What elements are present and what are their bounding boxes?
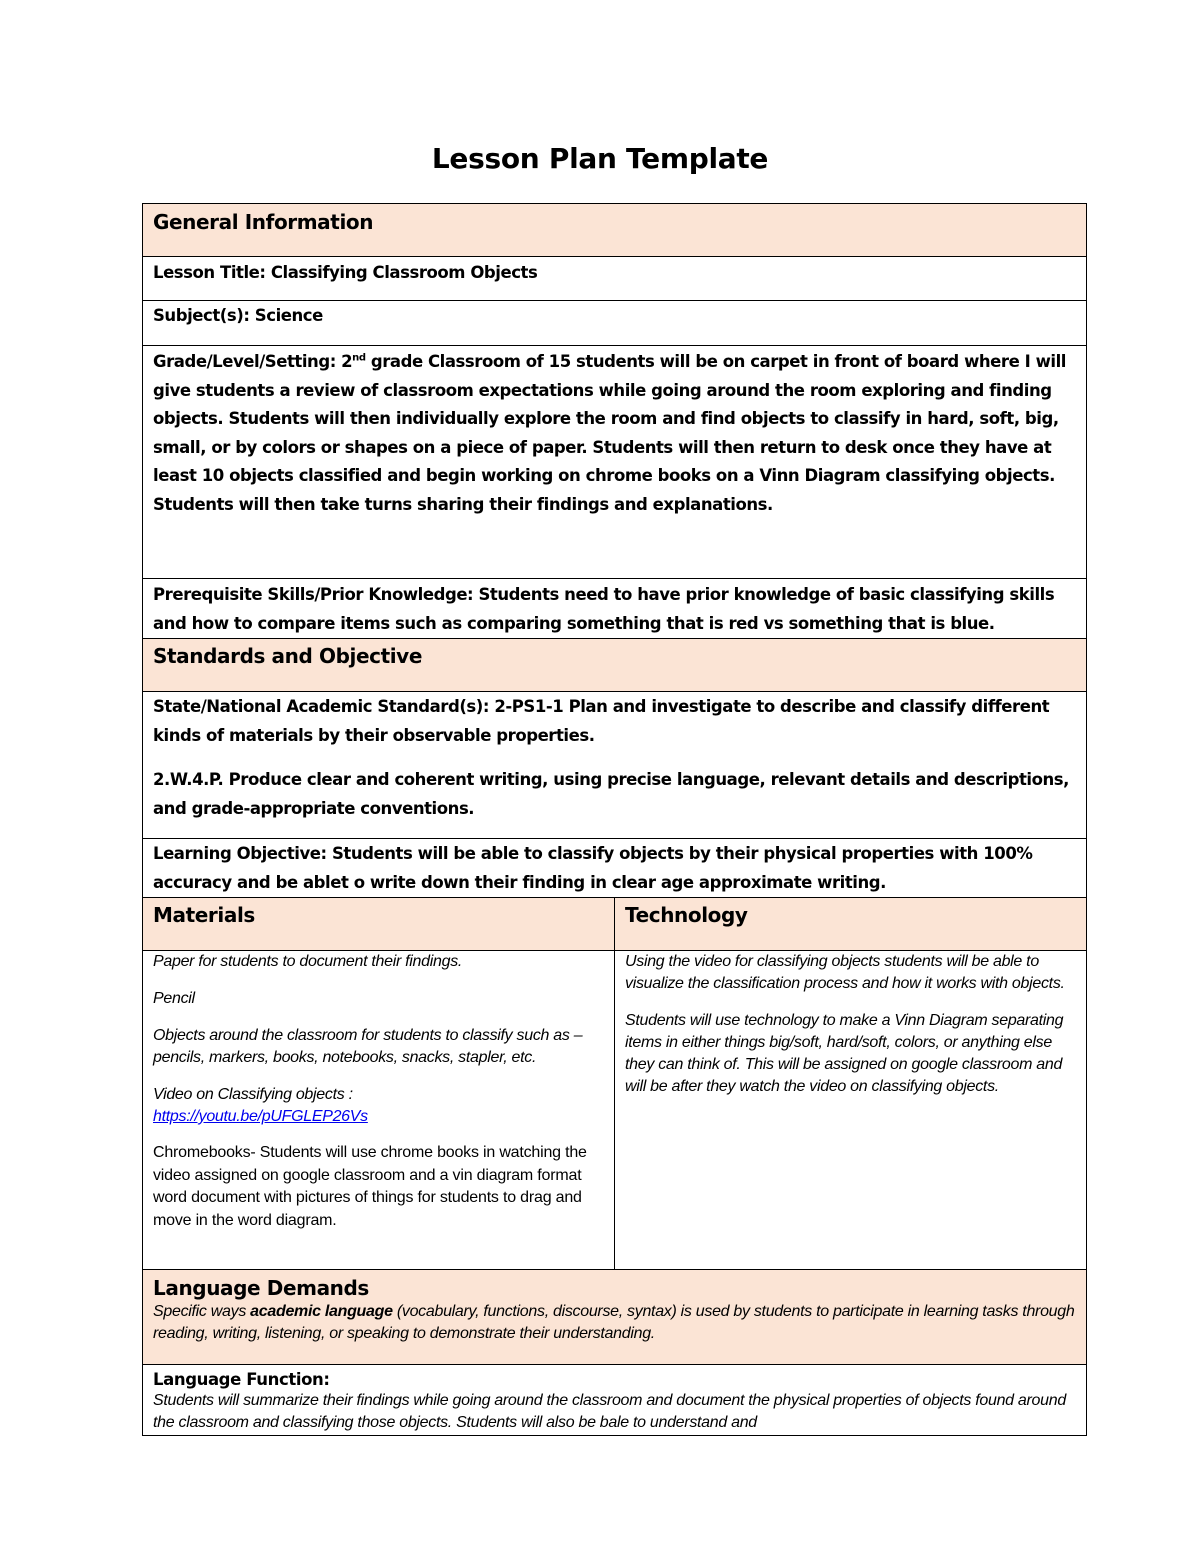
- grade-ordinal-suffix: nd: [352, 352, 366, 364]
- page-title: Lesson Plan Template: [431, 142, 769, 175]
- grade-level-setting-cell: [143, 346, 1087, 579]
- lesson-title: Lesson Title: Classifying Classroom Objects: [153, 263, 538, 282]
- general-information-header: [143, 204, 1087, 257]
- materials-header: [143, 898, 615, 951]
- lesson-title-cell: [143, 257, 1087, 301]
- technology-header: [615, 898, 1087, 951]
- materials-item-objects: Objects around the classroom for students to classify such as – pencils, markers, books, notebooks, snacks, stapler, etc.: [153, 1027, 583, 1066]
- general-information-heading: General Information: [153, 210, 374, 234]
- standard-2-ps1-1: State/National Academic Standard(s): 2-PS1-1 Plan and investigate to describe and classify different kinds of materials by their observable properties.: [153, 697, 1050, 745]
- prerequisite-skills: Prerequisite Skills/Prior Knowledge: Students need to have prior knowledge of basic classifying skills and how to compare items such as comparing something that is red vs something that is blue.: [153, 585, 1055, 633]
- standards-cell: [143, 692, 1087, 839]
- subjects-cell: [143, 301, 1087, 346]
- materials-cell: [143, 951, 615, 1270]
- learning-objective-cell: [143, 839, 1087, 898]
- language-demands-description: [153, 1301, 1076, 1345]
- standards-objective-heading: Standards and Objective: [153, 644, 422, 668]
- technology-cell: [615, 951, 1087, 1270]
- language-function-text: Students will summarize their findings while going around the classroom and document the physical properties of objects found around the classroom and classifying those objects. Students will also be bale to understand and: [153, 1392, 1066, 1431]
- materials-item-paper: Paper for students to document their findings.: [153, 953, 463, 970]
- learning-objective: Learning Objective: Students will be able to classify objects by their physical properties with 100% accuracy and be ablet o write down their finding in clear age approximate writing.: [153, 844, 1033, 892]
- subjects: Subject(s): Science: [153, 306, 323, 325]
- language-demands-header: [143, 1270, 1087, 1365]
- technology-vinn-diagram-text: Students will use technology to make a Vinn Diagram separating items in either things big/soft, hard/soft, colors, or anything else they can think of. This will be assigned on google classroom and will be after they watch the video on classifying objects.: [625, 1012, 1064, 1095]
- language-function-cell: [143, 1365, 1087, 1436]
- language-demands-desc-suffix: (vocabulary, functions, discourse, syntax) is used by students to participate in learning tasks through reading, writing, listening, or speaking to demonstrate their understanding.: [153, 1303, 1075, 1342]
- materials-item-pencil: Pencil: [153, 990, 195, 1007]
- video-link[interactable]: https://youtu.be/pUFGLEP26Vs: [153, 1108, 368, 1125]
- language-demands-heading: Language Demands: [153, 1276, 369, 1300]
- standards-objective-header: [143, 639, 1087, 692]
- technology-video-text: Using the video for classifying objects students will be able to visualize the classification process and how it works with objects.: [625, 953, 1065, 992]
- materials-heading: Materials: [153, 903, 255, 927]
- language-demands-desc-prefix: Specific ways: [153, 1303, 251, 1320]
- prerequisite-skills-cell: [143, 579, 1087, 639]
- materials-video-label: Video on Classifying objects :: [153, 1086, 353, 1103]
- grade-level-setting-text: grade Classroom of 15 students will be on carpet in front of board where I will give students a review of classroom expectations while going around the room exploring and finding objects. Students will then individually explore the room and find objects to classify in hard, soft, big, small, or by colors or shapes on a piece of paper. Students will then return to desk once they have at least 10 objects classified and begin working on chrome books on a Vinn Diagram classifying objects. Students will then take turns sharing their findings and explanations.: [153, 352, 1067, 514]
- language-function-label: Language Function:: [153, 1370, 330, 1389]
- materials-chromebooks: Chromebooks- Students will use chrome books in watching the video assigned on google classroom and a vin diagram format word document with pictures of things for students to drag and move in the word diagram.: [153, 1144, 587, 1229]
- standard-2-w-4-p: 2.W.4.P. Produce clear and coherent writing, using precise language, relevant details and descriptions, and grade-appropriate conventions.: [153, 770, 1069, 818]
- grade-level-label: Grade/Level/Setting: 2: [153, 352, 353, 371]
- lesson-plan-table: [142, 203, 1087, 1436]
- technology-heading: Technology: [625, 903, 748, 927]
- academic-language-term: academic language: [250, 1303, 393, 1320]
